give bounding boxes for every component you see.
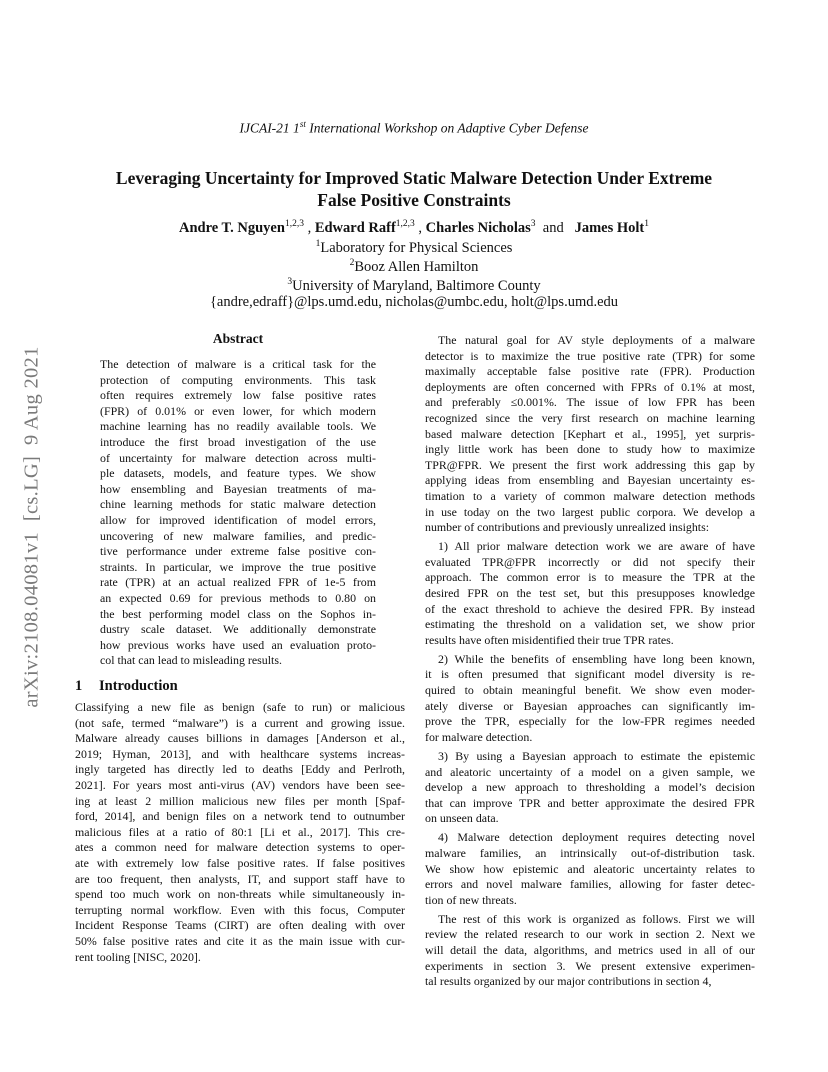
text-line: approach. The common error is to measure the TPR at the [425, 570, 755, 585]
text-line: allow for improved identification of model errors, [100, 512, 376, 527]
text-line: and aleatoric uncertainty of a model on a given sample, we [425, 764, 755, 779]
text-line: on unseen data. [425, 811, 499, 826]
text-line: straints. In particular, we improve the true positive [100, 559, 376, 574]
text-line: in use today on the two largest public corpora. We develop a [425, 504, 755, 519]
text-line: detector is to maximize the true positive rate (TPR) for some [425, 348, 755, 363]
title-line-2: False Positive Constraints [317, 190, 511, 210]
text-line: how ensembling and Bayesian treatments of ma- [100, 481, 376, 496]
text-line: (FPR) of 0.01% or even lower, for which modern [100, 403, 376, 418]
text-line: number of contributions and previously unrealized insights: [425, 520, 709, 535]
text-line: Malware already causes billions in damages [Anderson et al., [75, 731, 405, 746]
abstract-heading: Abstract [212, 331, 264, 346]
paper-title [60, 167, 768, 211]
text-line: ates a common need for malware detection systems to oper- [75, 840, 405, 855]
text-line: will detail the data, algorithms, and metrics used in all of our [425, 943, 755, 958]
text-line: malicious files at a ratio of 80:1 [Li et al., 2017]. This cre- [75, 824, 405, 839]
venue-header: IJCAI-21 1st International Workshop on Adaptive Cyber Defense [239, 119, 589, 136]
text-line: ate with extremely low false positive rates. If false positives [75, 855, 405, 870]
text-line: tive performance under extreme false positive con- [100, 544, 376, 559]
text-line: 1) All prior malware detection work we are aware of have [438, 539, 755, 554]
text-line: uncovering of new malware families, and predic- [100, 528, 376, 543]
text-line: The natural goal for AV style deployments of a malware [438, 333, 755, 347]
author: Andre T. Nguyen$^{1,2,3}$ , [178, 219, 315, 236]
affiliation: $^3$University of Maryland, Baltimore County [287, 277, 541, 294]
text-line: ingly targeted has directly led to deaths [Eddy and Perlroth, [75, 762, 405, 777]
text-line: The rest of this work is organized as follows. First we will [438, 911, 755, 926]
text-line: of uncertainty for malware detection across multi- [100, 450, 376, 465]
text-line: ately diverse or Bayesian approaches can significantly im- [425, 698, 755, 713]
text-line: recognized since the very first research on machine learning [425, 410, 755, 425]
text-line: malware families, an intrinsically out-of-distribution task. [425, 846, 755, 860]
text-line: estimating the threshold on a validation set, we show prior [425, 617, 755, 632]
text-line: machine learning has no readily available tools. We [100, 419, 376, 434]
text-line: introduce the first broad investigation of the use [100, 434, 376, 449]
author: James Holt$^1$ [574, 219, 650, 236]
text-line: and preferably ≤0.001%. The issue of low FPR has been [425, 395, 755, 410]
text-line: an expected 0.69 for previous methods to 0.80 on [100, 590, 376, 605]
text-line: review the related research to our work in section 2. Next we [425, 927, 755, 942]
text-line: maximally acceptable false positive rate (FPR). Production [425, 364, 755, 379]
author: Edward Raff$^{1,2,3}$ , [314, 219, 426, 236]
arxiv-stamp: arXiv:2108.04081v1 [cs.LG] 9 Aug 2021 [20, 346, 43, 708]
text-line: chine learning methods for static malware detection [100, 497, 376, 512]
affiliation: $^1$Laboratory for Physical Sciences [315, 239, 513, 256]
text-line: We show how epistemic and aleatoric uncertainty relates to [425, 861, 755, 876]
text-line: quired to obtain meaningful benefit. We show even moder- [425, 683, 755, 698]
affiliation: $^2$Booz Allen Hamilton [349, 258, 479, 275]
title-line-1: Leveraging Uncertainty for Improved Static Malware Detection Under Extreme [115, 168, 713, 188]
text-line: TPR@FPR. We present the first work addressing this gap by [425, 457, 755, 472]
text-line: spend too much work on non-threats while simultaneously in- [75, 887, 405, 902]
text-line: for malware detection. [425, 729, 533, 744]
right-column-body [425, 333, 755, 990]
text-line: the best performing model class on the Sophos in- [100, 606, 376, 621]
text-line: tal results organized by our major contributions in section 4, [425, 974, 712, 989]
text-line: it is often presumed that significant model diversity is re- [425, 667, 755, 682]
text-line: protection of computing environments. This task [100, 372, 376, 387]
text-line: terrupting normal workflow. Even with this focus, Computer [75, 902, 405, 917]
text-line: deployments are often concerned with FPRs of 0.1% at most, [425, 379, 755, 394]
text-line: 50% false positive rates and cite it as the main issue with cur- [75, 933, 405, 948]
text-line: based malware detection [Kephart et al., 1995], yet surpris- [425, 426, 755, 441]
text-line: timation to a variety of common malware detection methods [425, 488, 755, 503]
author-list [0, 219, 828, 237]
text-line: evaluated TPR@FPR incorrectly or did not specify their [425, 554, 755, 569]
text-line: dustry scale dataset. We additionally demonstrate [100, 622, 376, 637]
text-line: 2021]. For years most anti-virus (AV) vendors have been see- [75, 777, 405, 792]
text-line: rate (TPR) at an actual realized FPR of 1e-5 from [100, 575, 376, 590]
section-heading-introduction: 1 Introduction [75, 678, 178, 694]
text-line: often requires extremely low false positive rates [100, 388, 376, 403]
text-line: applying ideas from ensembling and Bayesian uncertainty es- [425, 473, 755, 488]
text-line: 2019; Hyman, 2013], and with healthcare systems increas- [75, 746, 405, 761]
text-line: ple datasets, models, and feature types. We show [100, 466, 376, 481]
author: Charles Nicholas$^3$ and [425, 219, 571, 236]
text-line: ingly little work has been done to study how to maximize [425, 442, 755, 457]
text-line: ford, 2014], and benign files on a network tend to outnumber [75, 809, 405, 824]
text-line: how previous works have used an evaluation proto- [100, 637, 376, 652]
text-line: errors and novel malware families, allowing for faster detec- [425, 877, 755, 892]
author-emails: {andre,edraff}@lps.umd.edu, nicholas@umbc.edu, holt@lps.umd.edu [209, 294, 619, 310]
text-line: Incident Response Teams (CIRT) are often dealing with over [75, 918, 405, 933]
text-line: ing at least 2 million malicious new files per month [Spaf- [75, 793, 405, 808]
text-line: of the exact threshold to achieve the desired FPR. By instead [425, 601, 755, 616]
text-line: that can improve TPR and better approximate the desired FPR [425, 795, 755, 810]
text-line: tion of new threats. [425, 892, 517, 907]
text-line: (not safe, termed “malware”) is a current and growing issue. [75, 715, 405, 730]
text-line: Classifying a new file as benign (safe to run) or malicious [75, 700, 405, 714]
abstract-body [100, 357, 376, 669]
text-line: The detection of malware is a critical task for the [100, 357, 376, 371]
text-line: 4) Malware detection deployment requires detecting novel [438, 830, 755, 845]
text-line: 3) By using a Bayesian approach to estimate the epistemic [438, 748, 755, 763]
text-line: 2) While the benefits of ensembling have long been known, [438, 651, 755, 666]
text-line: desired FPR on the test set, but this presupposes knowledge [425, 586, 755, 600]
text-line: col that can lead to misleading results. [100, 653, 282, 668]
text-line: are too frequent, then analysts, IT, and support staff have to [75, 871, 405, 886]
text-line: rent tooling [NISC, 2020]. [75, 949, 201, 964]
text-line: experiments in section 3. We present extensive experimen- [425, 958, 755, 973]
text-line: results have often misidentified their true TPR rates. [425, 632, 674, 647]
introduction-body [75, 700, 405, 965]
text-line: prove the TPR, especially for the low-FPR regimes needed [425, 714, 755, 729]
text-line: develop a new approach to thresholding a model’s decision [425, 780, 755, 795]
